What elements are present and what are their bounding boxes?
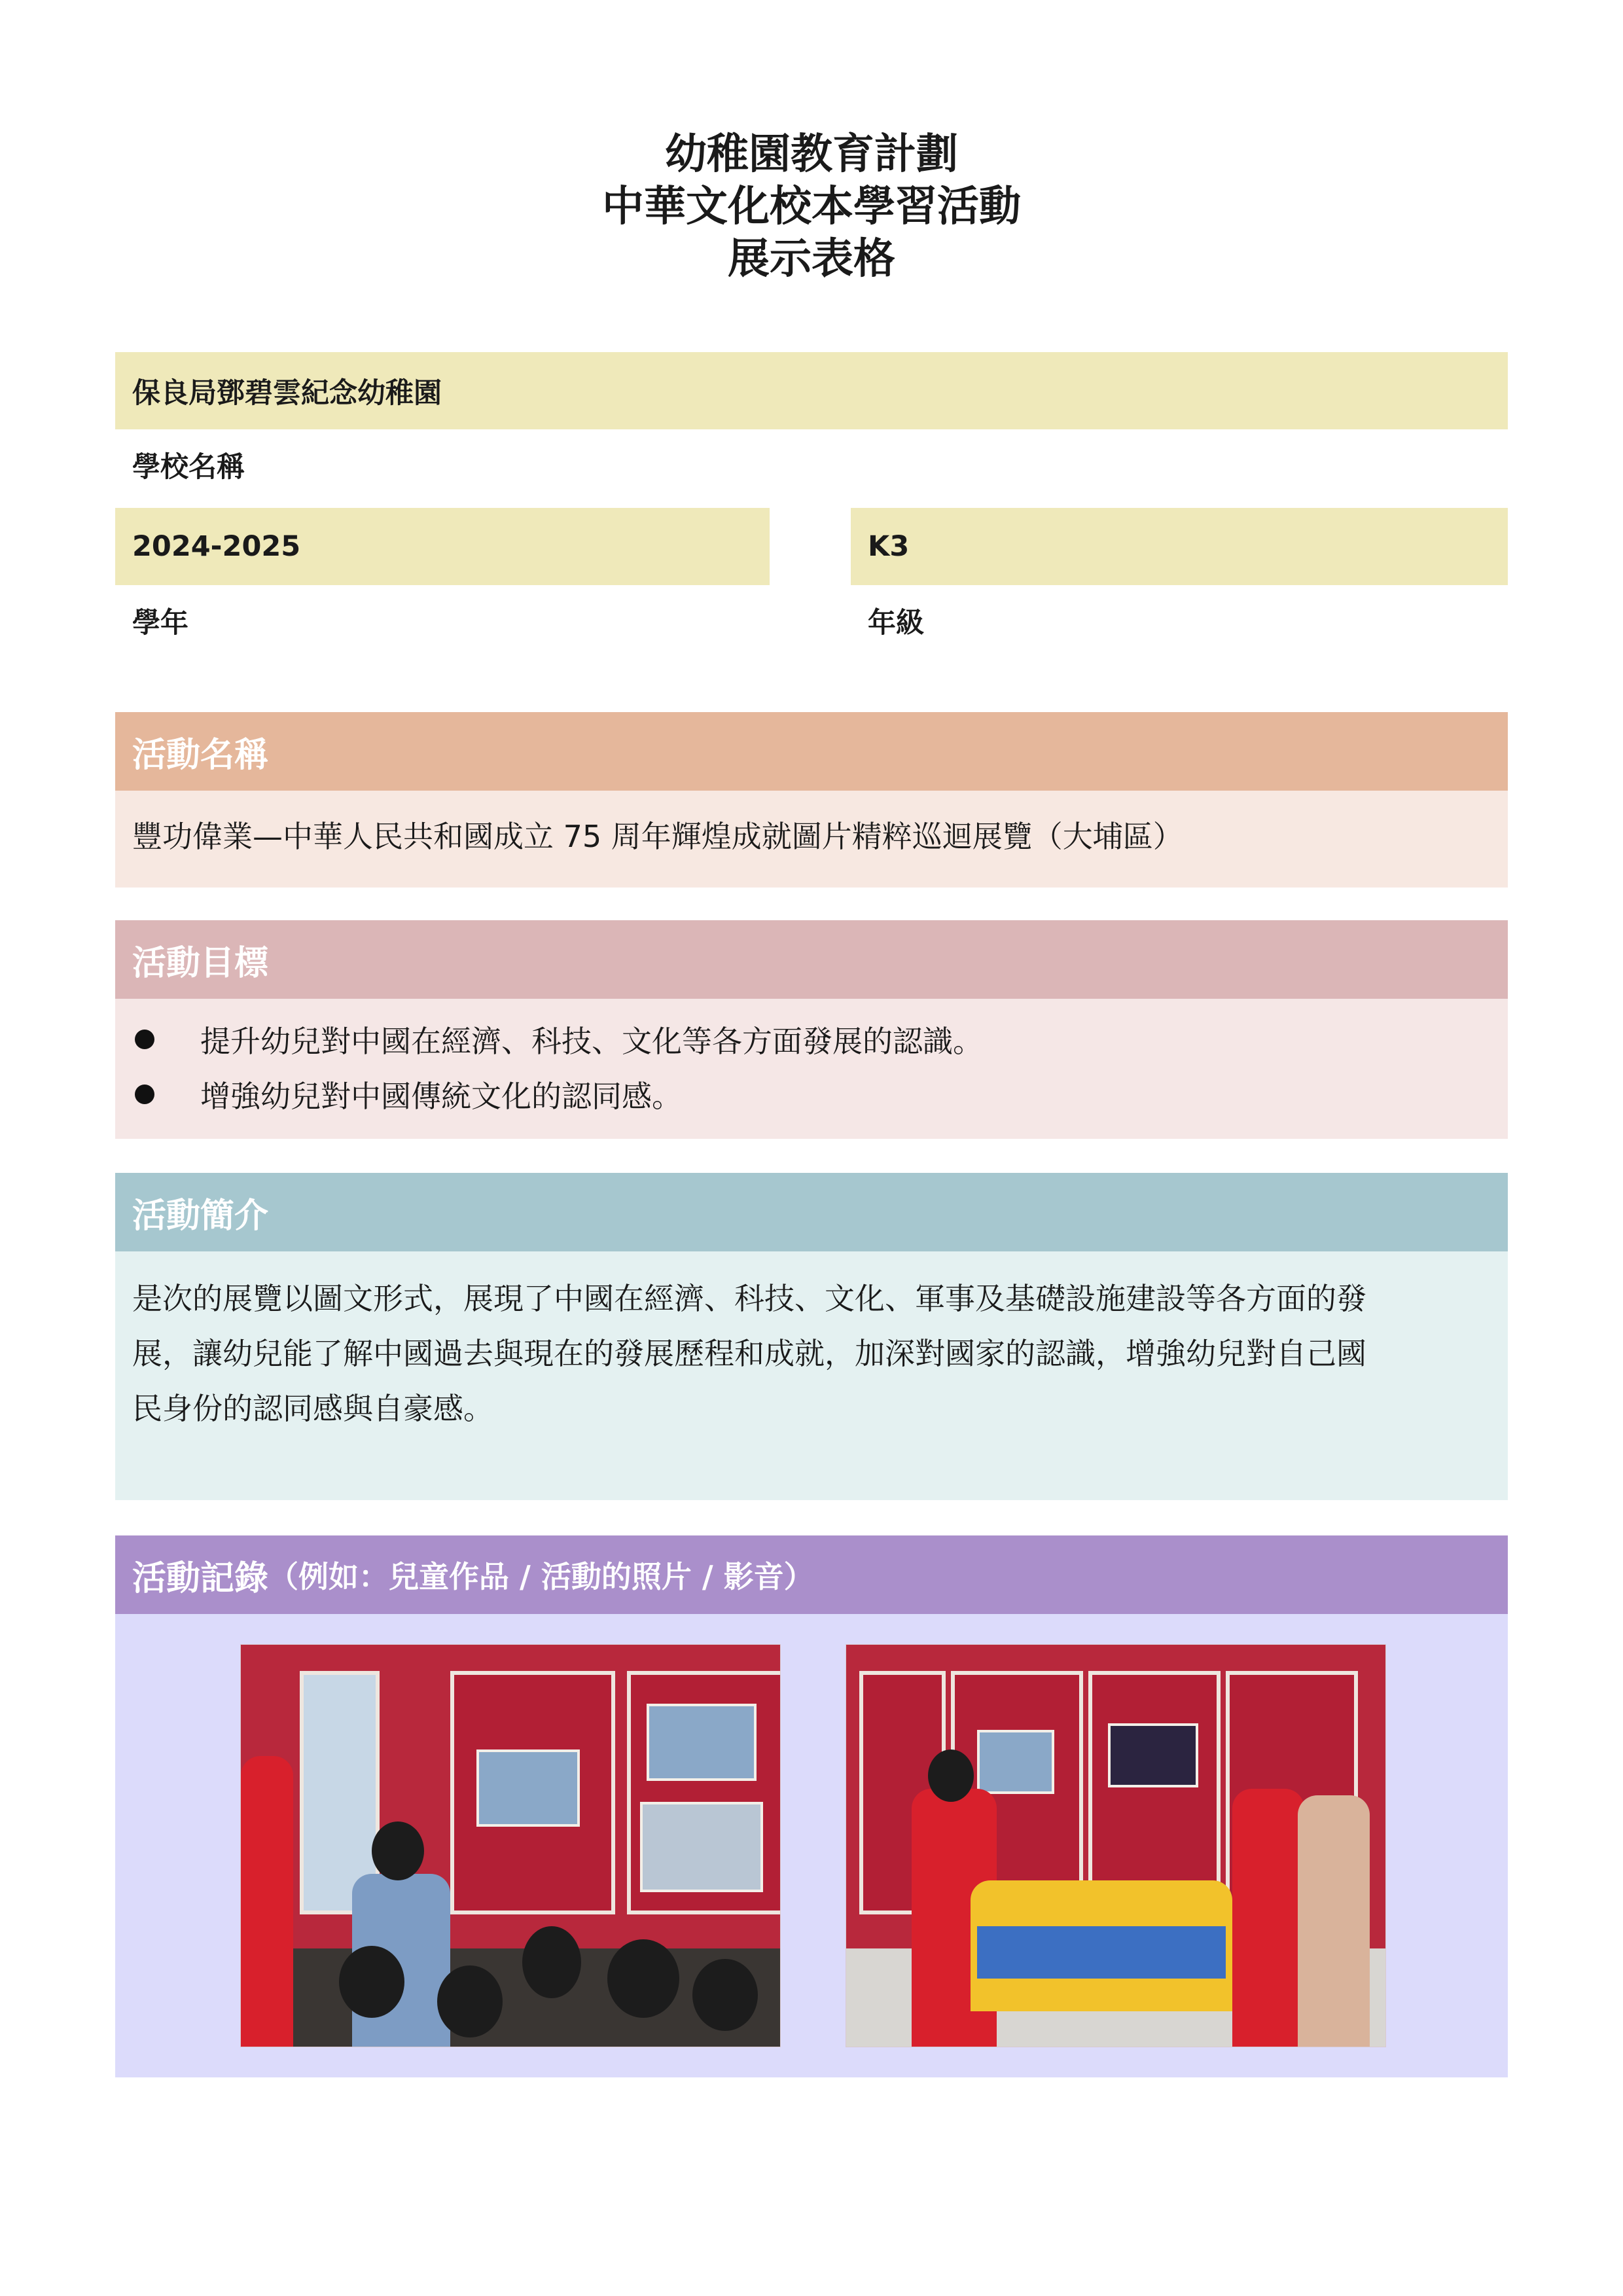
photo-poster	[640, 1802, 763, 1892]
document-title	[0, 128, 1623, 285]
photo-poster	[476, 1749, 580, 1827]
records-heading-text: 活動記錄	[132, 1558, 269, 1598]
activity-objectives-section	[115, 999, 1508, 1139]
photo-person	[241, 1756, 293, 2047]
objective-item	[115, 1012, 1508, 1067]
activity-summary-section	[115, 1251, 1508, 1500]
photo-person	[1298, 1795, 1370, 2047]
school-name-label: 學校名稱	[132, 451, 245, 484]
photo-child-head	[607, 1939, 679, 2018]
objective-item	[115, 1067, 1508, 1122]
activity-name-heading: 活動名稱	[115, 712, 1508, 791]
photo-child-head	[522, 1926, 581, 1998]
activity-photo-2	[846, 1644, 1386, 2047]
bullet-icon	[135, 1085, 154, 1104]
title-line-2: 中華文化校本學習活動	[602, 183, 1021, 231]
title-line-1: 幼稚園教育計劃	[665, 130, 958, 179]
photo-person-head	[928, 1749, 974, 1802]
school-year-value: 2024-2025	[132, 530, 301, 563]
school-name-value: 保良局鄧碧雲紀念幼稚園	[132, 376, 442, 410]
activity-summary-heading: 活動簡介	[115, 1173, 1508, 1251]
photo-child-head	[339, 1946, 404, 2018]
activity-name-text: 豐功偉業—中華人民共和國成立 75 周年輝煌成就圖片精粹巡迴展覽（大埔區）	[132, 819, 1183, 854]
activity-objectives-heading: 活動目標	[115, 920, 1508, 999]
objective-text: 增強幼兒對中國傳統文化的認同感。	[200, 1079, 682, 1114]
school-year-field	[115, 508, 770, 585]
school-name-field	[115, 352, 1508, 429]
summary-line: 展，讓幼兒能了解中國過去與現在的發展歷程和成就，加深對國家的認識，增強幼兒對自己國	[132, 1336, 1366, 1371]
activity-name-section	[115, 791, 1508, 888]
summary-line: 民身份的認同感與自豪感。	[132, 1391, 493, 1426]
title-line-3: 展示表格	[728, 235, 895, 283]
photo-child-head	[437, 1965, 503, 2037]
grade-field	[851, 508, 1508, 585]
grade-value: K3	[868, 530, 910, 563]
grade-label: 年級	[868, 607, 924, 639]
photo-poster	[977, 1730, 1054, 1794]
school-year-label: 學年	[132, 607, 188, 639]
activity-records-heading	[115, 1535, 1508, 1614]
photo-person-head	[372, 1821, 424, 1880]
bullet-icon	[135, 1030, 154, 1049]
objective-text: 提升幼兒對中國在經濟、科技、文化等各方面發展的認識。	[200, 1024, 983, 1059]
photo-child-head	[692, 1959, 758, 2031]
records-heading-note: （例如：兒童作品 / 活動的照片 / 影音）	[268, 1559, 814, 1594]
photo-person	[1232, 1789, 1304, 2047]
activity-photo-1	[240, 1644, 781, 2047]
photo-exhibit-board	[1088, 1671, 1221, 1914]
photo-poster	[647, 1704, 757, 1781]
photo-children-shorts	[977, 1926, 1226, 1979]
summary-line: 是次的展覽以圖文形式，展現了中國在經濟、科技、文化、軍事及基礎設施建設等各方面的發	[132, 1281, 1366, 1316]
photo-poster	[1108, 1723, 1198, 1787]
